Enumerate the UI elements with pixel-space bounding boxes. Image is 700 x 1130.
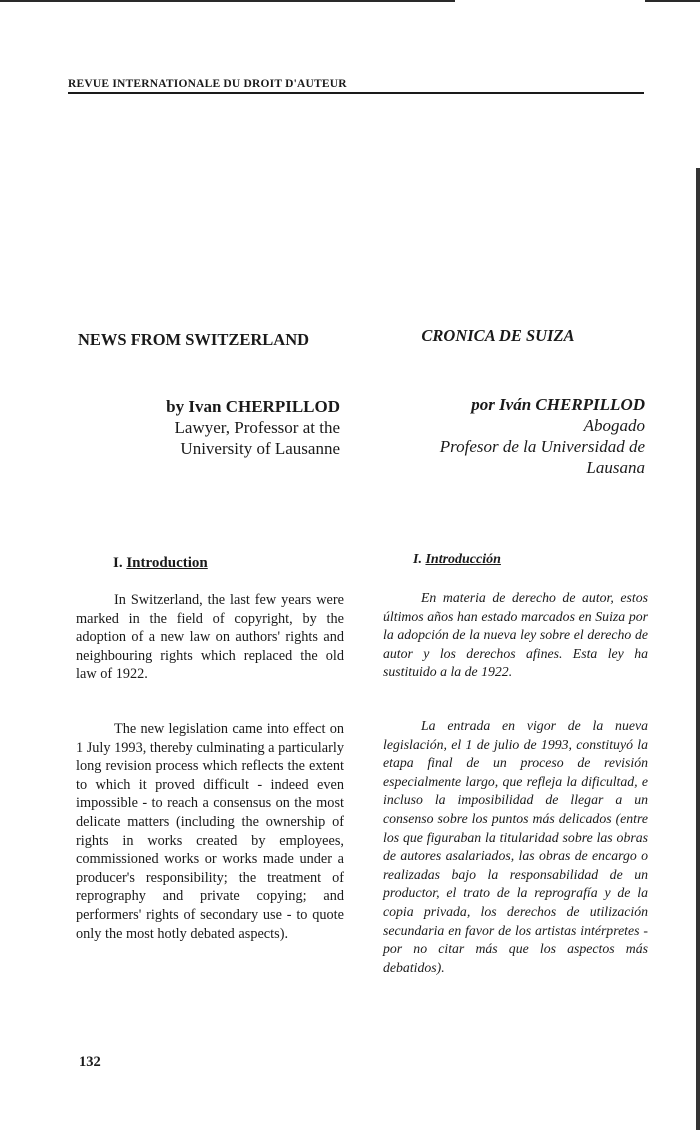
section-title-spanish: Introducción <box>425 552 501 567</box>
author-spanish: por Iván CHERPILLOD <box>471 395 645 414</box>
paragraph-english-2: The new legislation came into effect on 1 July 1993, thereby culminating a particularly long revision process which reflects the extent to which it proved difficult - indeed even impossible - to reach a consensus on the most delicate matters (including the ownership of rights in works created by employees, commissioned works or works made under a producer's responsibility; the treatment of reprography and private copying; and performers' rights of secondary use - to quote only the most hotly debated aspects). <box>76 721 344 942</box>
affiliation-spanish-line3: Lausana <box>586 458 645 477</box>
running-header: REVUE INTERNATIONALE DU DROIT D'AUTEUR <box>68 78 347 90</box>
section-number-spanish: I. <box>413 552 426 567</box>
section-number-english: I. <box>113 555 127 571</box>
byline-english <box>78 396 340 459</box>
paragraph-spanish-1: En materia de derecho de autor, estos últimos años han estado marcados en Suiza por la adopción de la nueva ley sobre el derecho de autor y los derechos afines. Esta ley ha sustituido a la de 1922. <box>383 590 648 680</box>
page-number: 132 <box>79 1054 101 1070</box>
section-heading-english <box>113 555 379 572</box>
affiliation-english-line2: University of Lausanne <box>180 439 340 458</box>
paragraph-english-1: In Switzerland, the last few years were marked in the field of copyright, by the adoption of a new law on authors' rights and neighbouring rights which replaced the old law of 1922. <box>76 592 344 683</box>
affiliation-english-line1: Lawyer, Professor at the <box>174 418 340 437</box>
scan-edge-right <box>696 168 700 1130</box>
affiliation-spanish-line1: Abogado <box>583 416 645 435</box>
author-english: by Ivan CHERPILLOD <box>166 397 340 416</box>
affiliation-spanish-line2: Profesor de la Universidad de <box>439 437 645 456</box>
header-rule <box>68 92 644 94</box>
paragraph-spanish-2: La entrada en vigor de la nueva legislación, el 1 de julio de 1993, constituyó la etapa final de un proceso de revisión especialmente largo, que refleja la dificultad, e incluso la imposibilidad de llegar a un consenso sobre los puntos más delicados (entre los que figuraban la titularidad sobre las obras de autores asalariados, las obras de encargo o realizadas bajo la responsabilidad de un productor, el trato de la reprografía y de la copia privada, los derechos de utilización secundaria en favor de los artistas intérpretes - por no citar más que los aspectos más debatidos). <box>383 718 648 975</box>
scan-edge-gap <box>455 0 645 3</box>
byline-spanish <box>383 394 645 478</box>
section-title-english: Introduction <box>126 555 208 571</box>
section-heading-spanish <box>413 552 678 568</box>
title-english: NEWS FROM SWITZERLAND <box>78 330 310 349</box>
title-spanish: CRONICA DE SUIZA <box>421 326 575 345</box>
